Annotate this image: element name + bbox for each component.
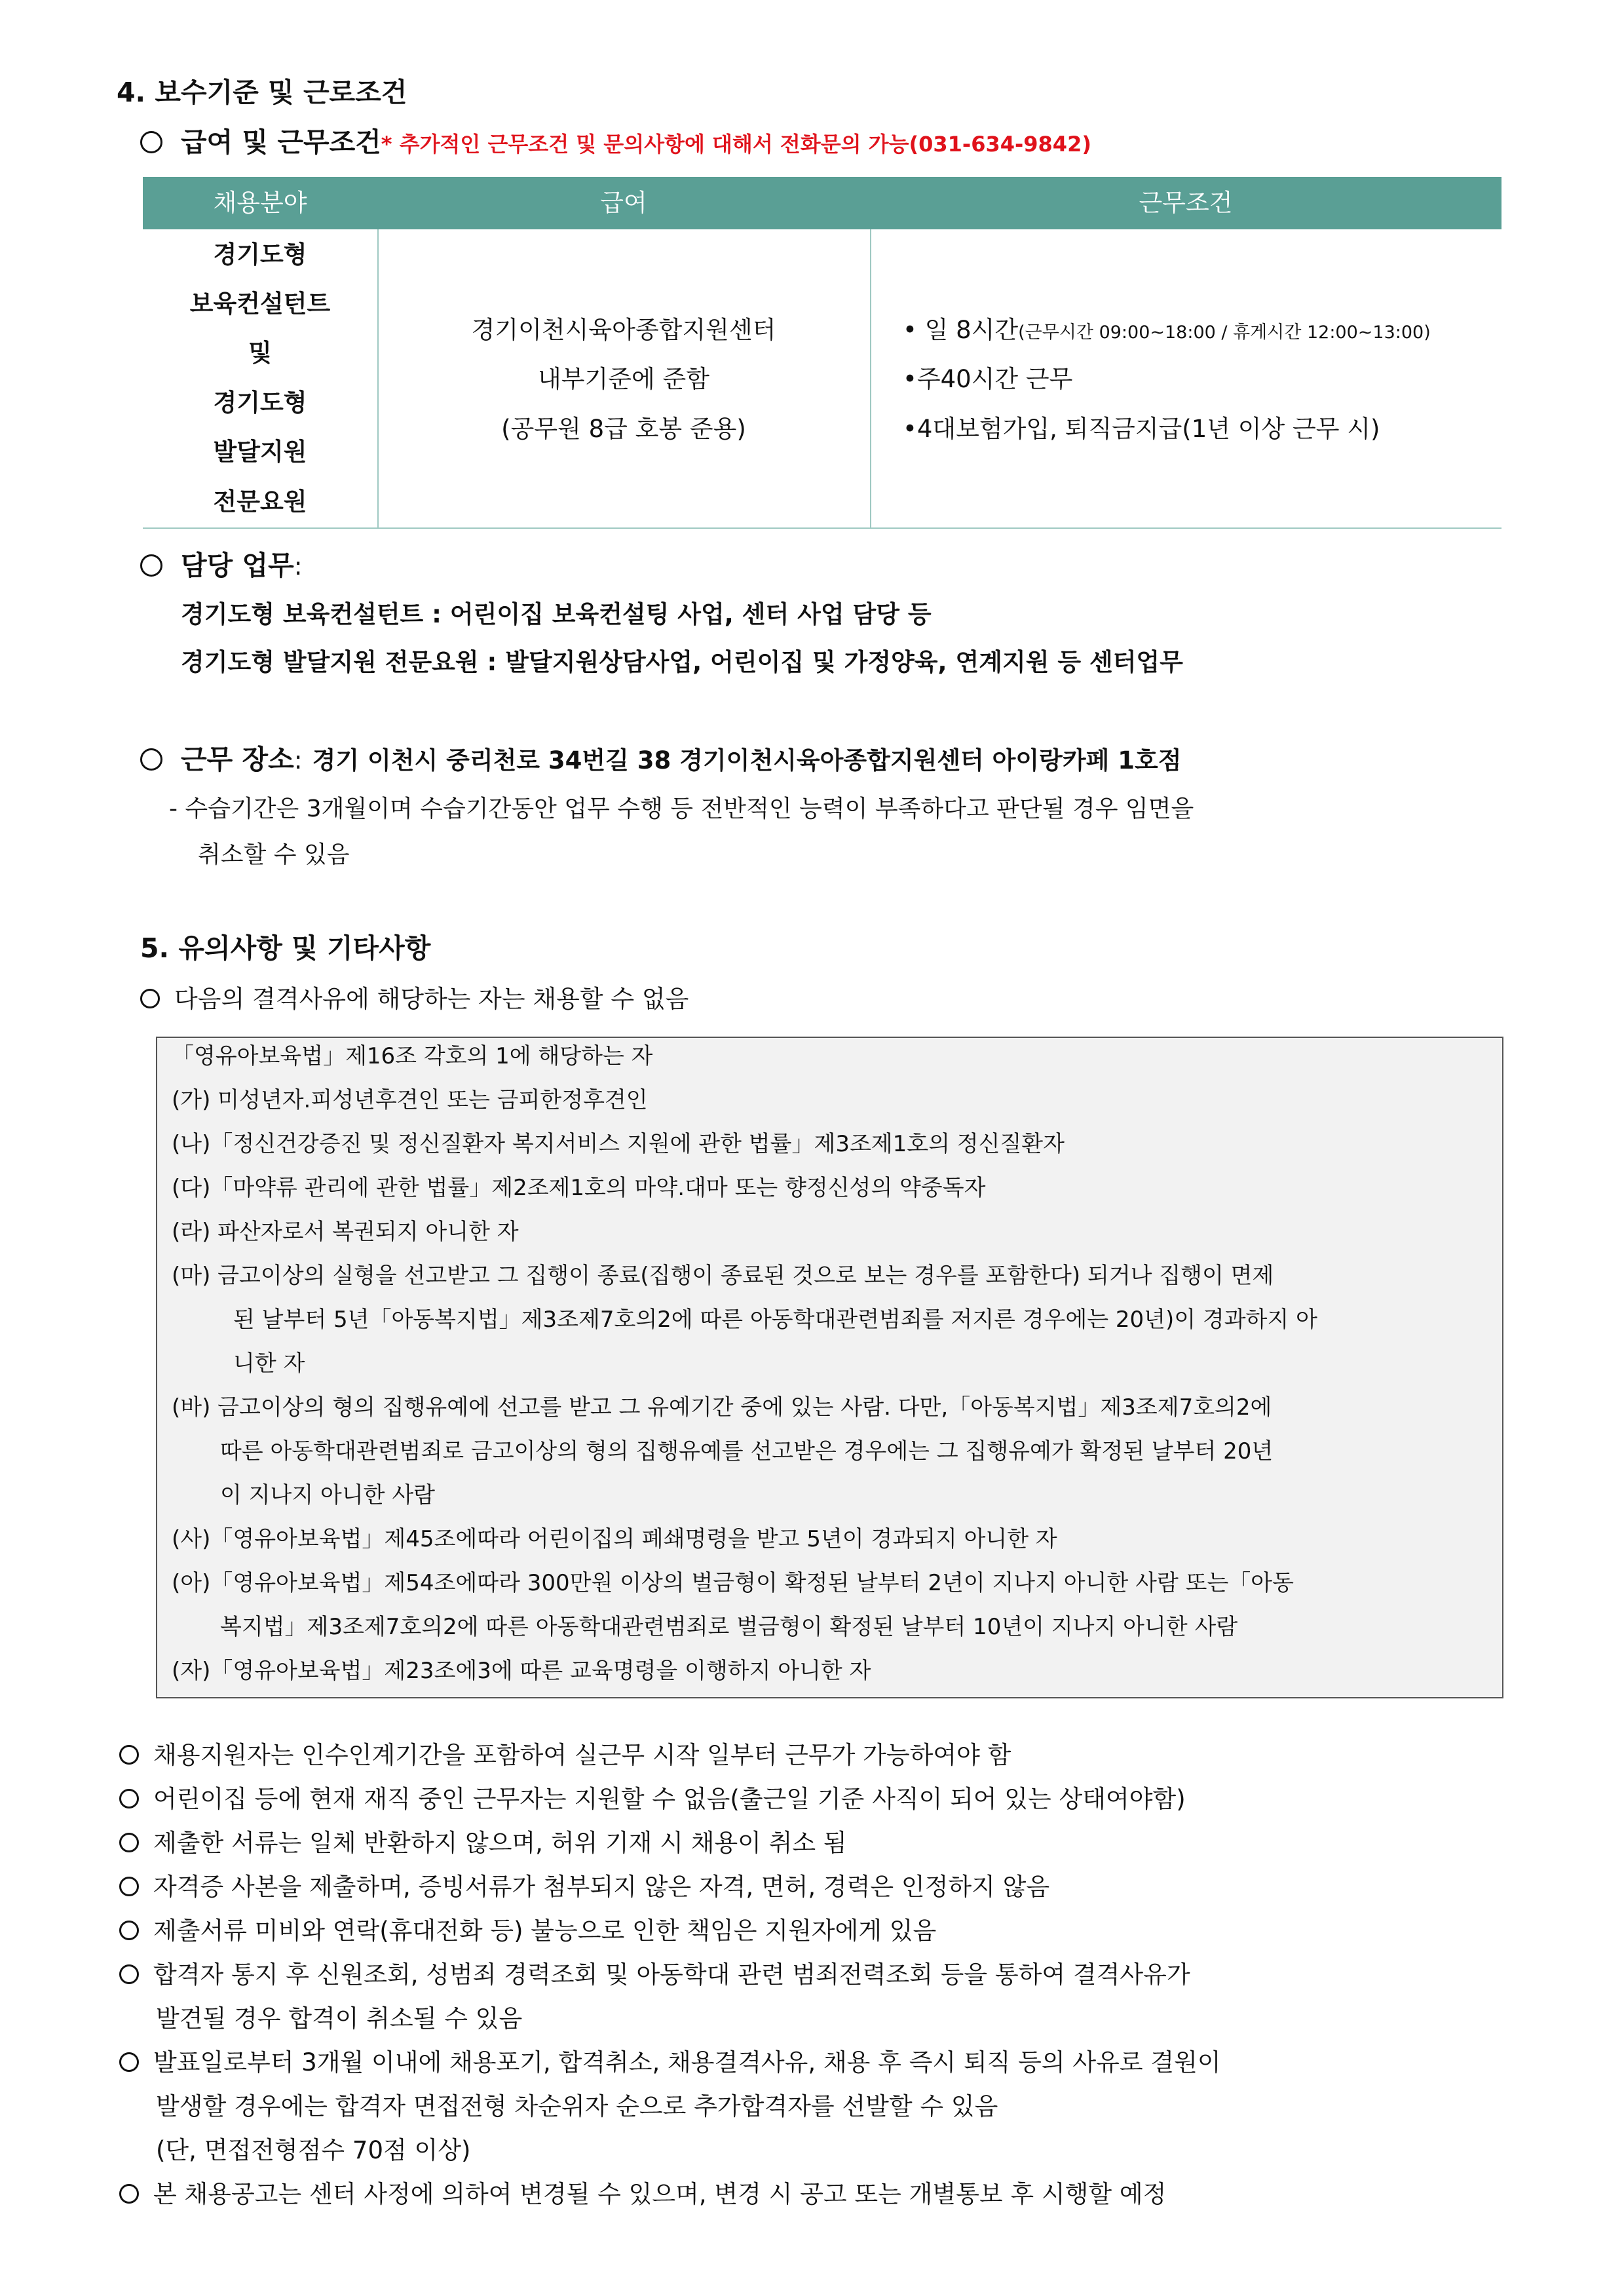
note-text: 제출서류 미비와 연락(휴대전화 등) 불능으로 인한 책임은 지원자에게 있음 [153, 1917, 937, 1945]
box-line: (자)「영유아보육법」제23조에3에 따른 교육명령을 이행하지 아니한 자 [172, 1658, 871, 1684]
box-line: (바) 금고이상의 형의 집행유예에 선고를 받고 그 유예기간 중에 있는 사람. 다만,「아동복지법」제3조제7호의2에 [172, 1394, 1272, 1421]
salary-line: 내부기준에 준함 [538, 365, 709, 393]
condition-item [903, 310, 1431, 345]
circle-bullet-icon [140, 131, 162, 153]
location-value: 경기 이천시 중리천로 34번길 38 경기이천시육아종합지원센터 아이랑카페 1호점 [312, 746, 1182, 775]
location-row [140, 738, 1182, 776]
note-text: 어린이집 등에 현재 재직 중인 근무자는 지원할 수 없음(출근일 기준 사직이 되어 있는 상태여야함) [153, 1785, 1186, 1813]
note-item [119, 2174, 1166, 2210]
field-line: 및 [248, 339, 272, 367]
note-item [119, 1955, 1190, 1990]
condition-item [903, 409, 1380, 444]
condition-main: •4대보험가입, 퇴직금지급(1년 이상 근무 시) [903, 415, 1380, 443]
colon: : [293, 552, 303, 581]
circle-bullet-icon [119, 1745, 139, 1765]
box-line: (라) 파산자로서 복권되지 아니한 자 [172, 1219, 519, 1245]
circle-bullet-icon [140, 748, 162, 771]
duty-item: 경기도형 보육컨설턴트 : 어린이집 보육컨설팅 사업, 센터 사업 담당 등 [181, 600, 932, 628]
condition-item [903, 359, 1072, 394]
box-line: 이 지나지 아니한 사람 [220, 1482, 436, 1508]
field-line: 발달지원 [213, 438, 307, 466]
note-text: 합격자 통지 후 신원조회, 성범죄 경력조회 및 아동학대 관련 범죄전력조회 등을 통하여 결격사유가 [153, 1961, 1190, 1989]
duties-heading-row [140, 544, 303, 583]
table-bottom-border [143, 527, 1501, 529]
note-text: 발표일로부터 3개월 이내에 채용포기, 합격취소, 채용결격사유, 채용 후 즉시 퇴직 등의 사유로 결원이 [153, 2048, 1221, 2076]
section5-intro: 다음의 결격사유에 해당하는 자는 채용할 수 없음 [174, 985, 689, 1013]
note-continuation: (단, 면접전형점수 70점 이상) [156, 2136, 471, 2164]
note-item [119, 1735, 1011, 1770]
circle-bullet-icon [119, 1964, 139, 1984]
box-line: (사)「영유아보육법」제45조에따라 어린이집의 폐쇄명령을 받고 5년이 경과되지 아니한 자 [172, 1526, 1057, 1552]
circle-bullet-icon [119, 1921, 139, 1940]
box-line: (마) 금고이상의 실형을 선고받고 그 집행이 종료(집행이 종료된 것으로 보는 경우를 포함한다) 되거나 집행이 면제 [172, 1263, 1274, 1289]
probation-line: - 수습기간은 3개월이며 수습기간동안 업무 수행 등 전반적인 능력이 부족하다고 판단될 경우 임면을 [169, 795, 1194, 822]
pay-heading-row [140, 121, 1091, 159]
box-line: (아)「영유아보육법」제54조에따라 300만원 이상의 벌금형이 확정된 날부터 2년이 지나지 아니한 사람 또는「아동 [172, 1570, 1294, 1596]
note-item [119, 1867, 1049, 1902]
box-line: 따른 아동학대관련범죄로 금고이상의 형의 집행유예를 선고받은 경우에는 그 집행유예가 확정된 날부터 20년 [220, 1438, 1274, 1464]
column-divider [870, 229, 871, 529]
note-text: 자격증 사본을 제출하며, 증빙서류가 첨부되지 않은 자격, 면허, 경력은 인정하지 않음 [153, 1873, 1050, 1901]
box-line: (다)「마약류 관리에 관한 법률」제2조제1호의 마약.대마 또는 향정신성의 약중독자 [172, 1175, 986, 1201]
box-line: (가) 미성년자.피성년후견인 또는 금피한정후견인 [172, 1087, 648, 1113]
header-conditions: 근무조건 [1139, 189, 1233, 217]
duties-heading: 담당 업무 [181, 550, 294, 581]
duty-item: 경기도형 발달지원 전문요원 : 발달지원상담사업, 어린이집 및 가정양육, 연계지원 등 센터업무 [181, 648, 1183, 676]
section5-intro-row [140, 979, 689, 1014]
header-field: 채용분야 [213, 189, 307, 217]
box-line: 복지법」제3조제7호의2에 따른 아동학대관련범죄로 벌금형이 확정된 날부터 10년이 지나지 아니한 사람 [220, 1614, 1238, 1640]
note-text: 채용지원자는 인수인계기간을 포함하여 실근무 시작 일부터 근무가 가능하여야 함 [153, 1741, 1011, 1769]
note-text: 제출한 서류는 일체 반환하지 않으며, 허위 기재 시 채용이 취소 됨 [153, 1829, 847, 1857]
note-continuation: 발생할 경우에는 합격자 면접전형 차순위자 순으로 추가합격자를 선발할 수 있음 [156, 2092, 998, 2120]
section5-title: 5. 유의사항 및 기타사항 [140, 932, 431, 964]
field-line: 보육컨설턴트 [189, 290, 331, 318]
field-line: 경기도형 [213, 389, 307, 417]
pay-heading: 급여 및 근무조건 [181, 126, 381, 158]
pay-note: * 추가적인 근무조건 및 문의사항에 대해서 전화문의 가능(031-634-9842) [381, 132, 1091, 157]
box-line: (나)「정신건강증진 및 정신질환자 복지서비스 지원에 관한 법률」제3조제1호의 정신질환자 [172, 1131, 1065, 1157]
salary-line: (공무원 8급 호봉 준용) [501, 415, 746, 443]
colon: : [293, 746, 303, 775]
condition-main: • 일 8시간 [903, 316, 1019, 344]
box-line: 된 날부터 5년「아동복지법」제3조제7호의2에 따른 아동학대관련범죄를 저지른 경우에는 20년)이 경과하지 아 [233, 1307, 1317, 1333]
note-item [119, 1779, 1186, 1814]
header-salary: 급여 [600, 189, 647, 217]
note-item [119, 2042, 1221, 2078]
condition-main: •주40시간 근무 [903, 365, 1073, 393]
note-continuation: 발견될 경우 합격이 취소될 수 있음 [156, 2004, 523, 2033]
circle-bullet-icon [119, 2184, 139, 2204]
note-item [119, 1911, 936, 1946]
box-line: 니한 자 [233, 1350, 305, 1377]
circle-bullet-icon [140, 989, 160, 1008]
probation-line: 취소할 수 있음 [198, 841, 350, 868]
note-text: 본 채용공고는 센터 사정에 의하여 변경될 수 있으며, 변경 시 공고 또는 개별통보 후 시행할 예정 [153, 2180, 1167, 2208]
circle-bullet-icon [140, 554, 162, 577]
field-line: 전문요원 [213, 488, 307, 516]
circle-bullet-icon [119, 1789, 139, 1808]
condition-detail: (근무시간 09:00~18:00 / 휴게시간 12:00~13:00) [1018, 322, 1431, 343]
field-line: 경기도형 [213, 240, 307, 269]
location-heading: 근무 장소 [181, 744, 294, 775]
note-item [119, 1823, 847, 1858]
circle-bullet-icon [119, 1877, 139, 1896]
section4-title: 4. 보수기준 및 근로조건 [117, 77, 407, 108]
box-line: 「영유아보육법」제16조 각호의 1에 해당하는 자 [172, 1043, 653, 1069]
circle-bullet-icon [119, 2052, 139, 2072]
circle-bullet-icon [119, 1833, 139, 1852]
salary-line: 경기이천시육아종합지원센터 [471, 316, 776, 344]
